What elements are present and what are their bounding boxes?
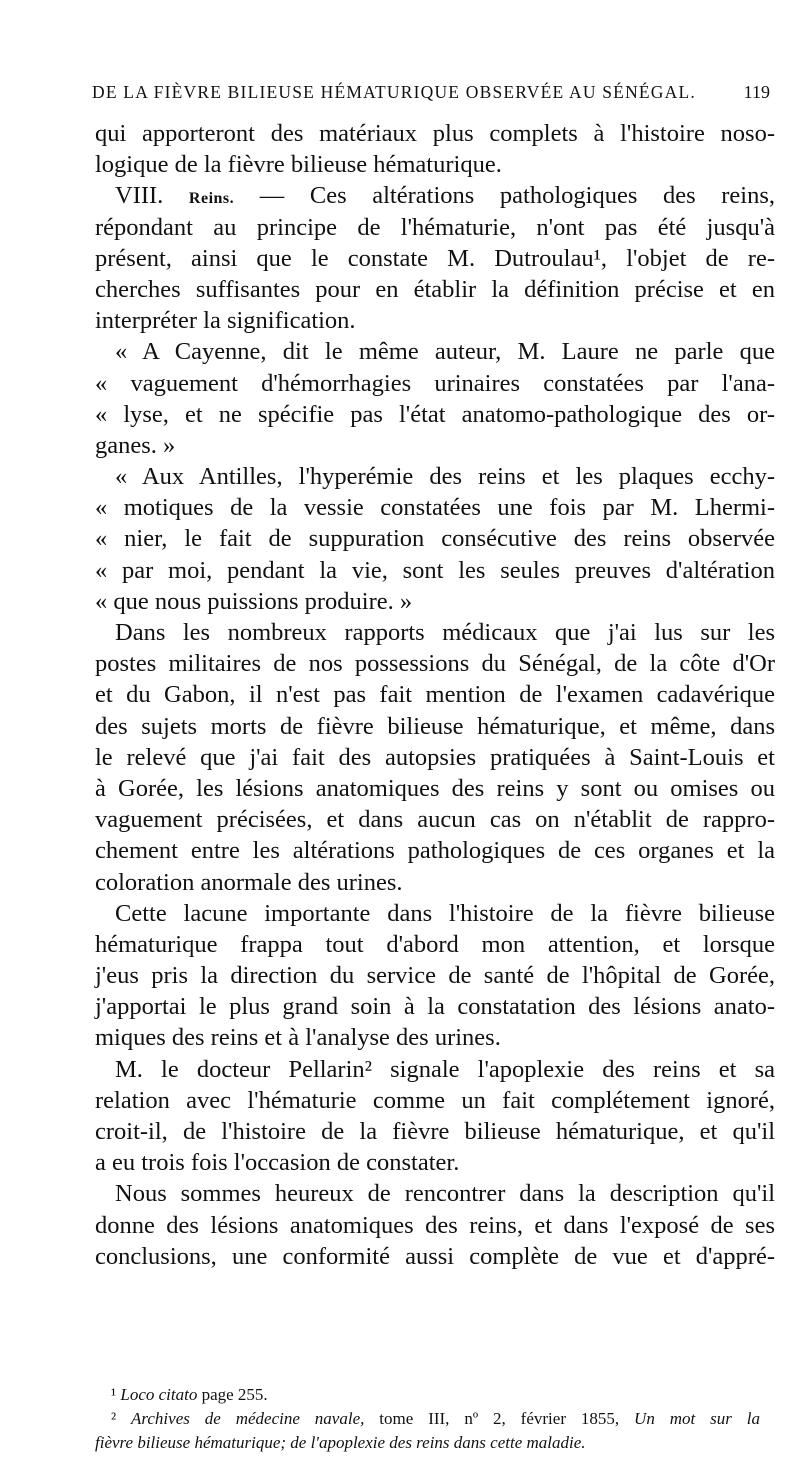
text-line: M. le docteur Pellarin² signale l'apoplexie des reins et sa (115, 1055, 775, 1083)
text-line: logique de la fièvre bilieuse hématurique. (95, 151, 502, 179)
section-number: VIII. (115, 182, 189, 210)
footnotes (95, 1383, 775, 1455)
text-line: postes militaires de nos possessions du Sénégal, de la côte d'Or (95, 650, 775, 678)
text-line: Cette lacune importante dans l'histoire de la fièvre bilieuse (115, 899, 775, 927)
text-line: hématurique frappa tout d'abord mon attention, et lorsque (95, 930, 775, 958)
body-text (95, 118, 785, 1272)
text-line: des sujets morts de fièvre bilieuse hématurique, et même, dans (95, 712, 775, 740)
text-line: chement entre les altérations pathologiques de ces organes et la (95, 837, 775, 865)
text-line: « Aux Antilles, l'hyperémie des reins et les plaques ecchy- (115, 463, 775, 491)
text-line: croit-il, de l'histoire de la fièvre bilieuse hématurique, et qu'il (95, 1118, 775, 1145)
section-heading-line (95, 180, 775, 211)
text-line: qui apporteront des matériaux plus complets à l'histoire noso- (95, 120, 775, 147)
text-line: « lyse, et ne spécifie pas l'état anatomo-pathologique des or- (95, 400, 775, 428)
text-line: et du Gabon, il n'est pas fait mention de l'examen cadavérique (95, 681, 775, 709)
footnote-mark: ¹ (111, 1385, 121, 1404)
footnote-italic: Un mot sur la (634, 1409, 761, 1428)
footnote-2-continued: fièvre bilieuse hématurique; de l'apoplexie des reins dans cette maladie. (95, 1433, 586, 1452)
footnote-1 (95, 1383, 760, 1407)
text-line: ganes. » (95, 431, 176, 459)
text-line: « par moi, pendant la vie, sont les seules preuves d'altération (95, 556, 775, 584)
text-line: cherches suffisantes pour en établir la définition précise et en (95, 275, 775, 303)
text-line: coloration anormale des urines. (95, 868, 403, 896)
text-line: Dans les nombreux rapports médicaux que j'ai lus sur les (115, 619, 775, 646)
text-line: relation avec l'hématurie comme un fait complétement ignoré, (95, 1086, 775, 1114)
text-line: j'apportai le plus grand soin à la constatation des lésions anato- (95, 993, 775, 1021)
text-line: conclusions, une conformité aussi complète de vue et d'appré- (95, 1242, 775, 1270)
text-line: donne des lésions anatomiques des reins, et dans l'exposé de ses (95, 1211, 775, 1239)
footnote-italic: Archives de médecine navale, (131, 1409, 365, 1428)
footnote-mark: ² (111, 1409, 132, 1428)
text-line: répondant au principe de l'hématurie, n'ont pas été jusqu'à (95, 213, 775, 241)
text-line: le relevé que j'ai fait des autopsies pratiquées à Saint-Louis et (95, 743, 775, 771)
footnote-text: tome III, nº 2, février 1855, (364, 1409, 635, 1428)
text-line: miques des reins et à l'analyse des urines. (95, 1024, 501, 1052)
text-line: « vaguement d'hémorrhagies urinaires constatées par l'ana- (95, 369, 775, 397)
footnote-text: page 255. (197, 1385, 268, 1404)
text-line: présent, ainsi que le constate M. Dutroulau¹, l'objet de re- (95, 244, 775, 272)
text-line: à Gorée, les lésions anatomiques des reins y sont ou omises ou (95, 774, 775, 802)
text-run: — Ces altérations pathologiques des reins, (234, 182, 776, 210)
running-title: DE LA FIÈVRE BILIEUSE HÉMATURIQUE OBSERVÉE AU SÉNÉGAL. (92, 82, 696, 102)
text-line: « nier, le fait de suppuration consécutive des reins observée (95, 525, 775, 553)
text-line: « que nous puissions produire. » (95, 587, 413, 615)
running-head (92, 82, 770, 108)
text-line: « A Cayenne, dit le même auteur, M. Laure ne parle que (115, 338, 775, 366)
text-line: interpréter la signification. (95, 307, 356, 335)
section-heading: Reins. (188, 190, 235, 208)
text-line: vaguement précisées, et dans aucun cas on n'établit de rappro- (95, 806, 775, 834)
text-line: j'eus pris la direction du service de santé de l'hôpital de Gorée, (95, 962, 775, 990)
footnote-italic: Loco citato (120, 1385, 198, 1404)
text-line: Nous sommes heureux de rencontrer dans la description qu'il (115, 1180, 775, 1208)
page-number: 119 (743, 82, 770, 102)
text-line: « motiques de la vessie constatées une fois par M. Lhermi- (95, 494, 775, 522)
footnote-2 (95, 1407, 760, 1431)
text-line: a eu trois fois l'occasion de constater. (95, 1149, 460, 1177)
